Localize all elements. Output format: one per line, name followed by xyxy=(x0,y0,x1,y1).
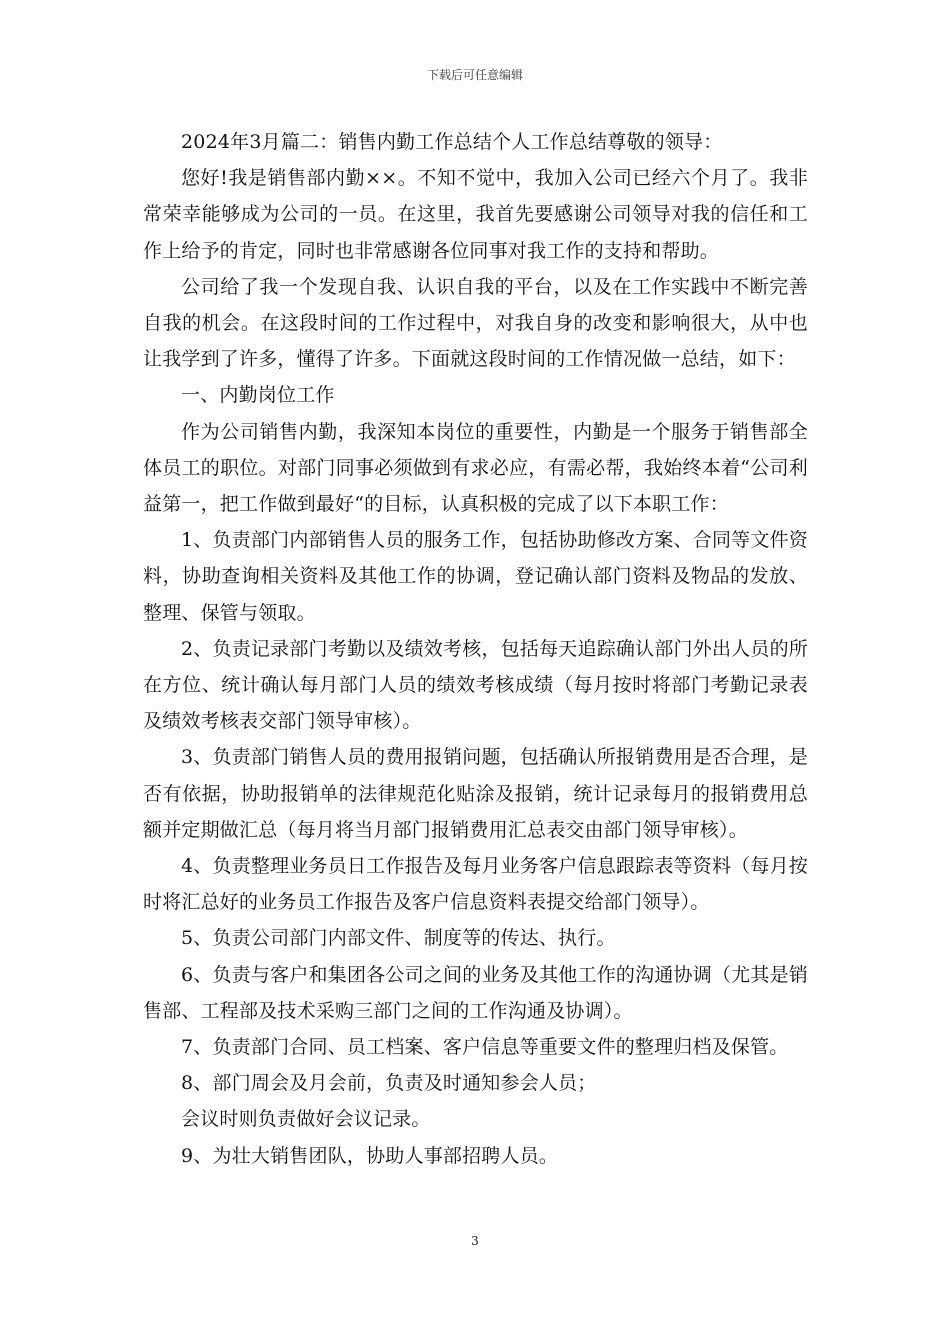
list-item-7: 7、负责部门合同、员工档案、客户信息等重要文件的整理归档及保管。 xyxy=(181,1036,789,1059)
paragraph-title-line: 2024年3月篇二：销售内勤工作总结个人工作总结尊敬的领导： xyxy=(181,131,723,153)
header-text: 下载后可任意编辑 xyxy=(426,68,523,82)
list-item-5: 5、负责公司部门内部文件、制度等的传达、执行。 xyxy=(181,927,616,950)
list-item-3: 3、负责部门销售人员的费用报销问题，包括确认所报销费用是否合理，是否有依据，协助报销单的法律规范化贴涂及报销，统计记录每月的报销费用总额并定期做汇总（每月将当月部门报销费用汇总表交由部门领导审核）。 xyxy=(143,746,808,841)
paragraph-greeting: 您好!我是销售部内勤××。不知不觉中，我加入公司已经六个月了。我非常荣幸能够成为公司的一员。在这里，我首先要感谢公司领导对我的信任和工作上给予的肯定，同时也非常感谢各位同事对我工作的支持和帮助。 xyxy=(143,167,808,262)
list-item-2: 2、负责记录部门考勤以及绩效考核，包括每天追踪确认部门外出人员的所在方位、统计确认每月部门人员的绩效考核成绩（每月按时将部门考勤记录表及绩效考核表交部门领导审核）。 xyxy=(143,637,808,733)
page-header xyxy=(0,66,950,83)
document-body xyxy=(143,124,808,1174)
list-item-6: 6、负责与客户和集团各公司之间的业务及其他工作的沟通协调（尤其是销售部、工程部及技术采购三部门之间的工作沟通及协调）。 xyxy=(143,963,808,1022)
list-item-8: 8、部门周会及月会前，负责及时通知参会人员； xyxy=(181,1072,597,1095)
page-number xyxy=(0,1234,950,1248)
list-item-4: 4、负责整理业务员日工作报告及每月业务客户信息跟踪表等资料（每月按时将汇总好的业务员工作报告及客户信息资料表提交给部门领导）。 xyxy=(143,855,808,914)
list-item-8-continued: 会议时则负责做好会议记录。 xyxy=(181,1108,431,1131)
paragraph-role: 作为公司销售内勤，我深知本岗位的重要性，内勤是一个服务于销售部全体员工的职位。对部门同事必须做到有求必应，有需必帮，我始终本着“公司利益第一，把工作做到最好“的目标，认真积极的完成了以下本职工作： xyxy=(143,420,808,516)
page-number-text: 3 xyxy=(471,1234,479,1248)
paragraph-platform: 公司给了我一个发现自我、认识自我的平台，以及在工作实践中不断完善自我的机会。在这段时间的工作过程中，对我自身的改变和影响很大，从中也让我学到了许多，懂得了许多。下面就这段时间的工作情况做一总结，如下： xyxy=(143,275,808,371)
section-heading-1: 一、内勤岗位工作 xyxy=(181,384,335,407)
list-item-1: 1、负责部门内部销售人员的服务工作，包括协助修改方案、合同等文件资料，协助查询相关资料及其他工作的协调，登记确认部门资料及物品的发放、整理、保管与领取。 xyxy=(143,529,808,624)
list-item-9: 9、为壮大销售团队，协助人事部招聘人员。 xyxy=(181,1144,559,1167)
